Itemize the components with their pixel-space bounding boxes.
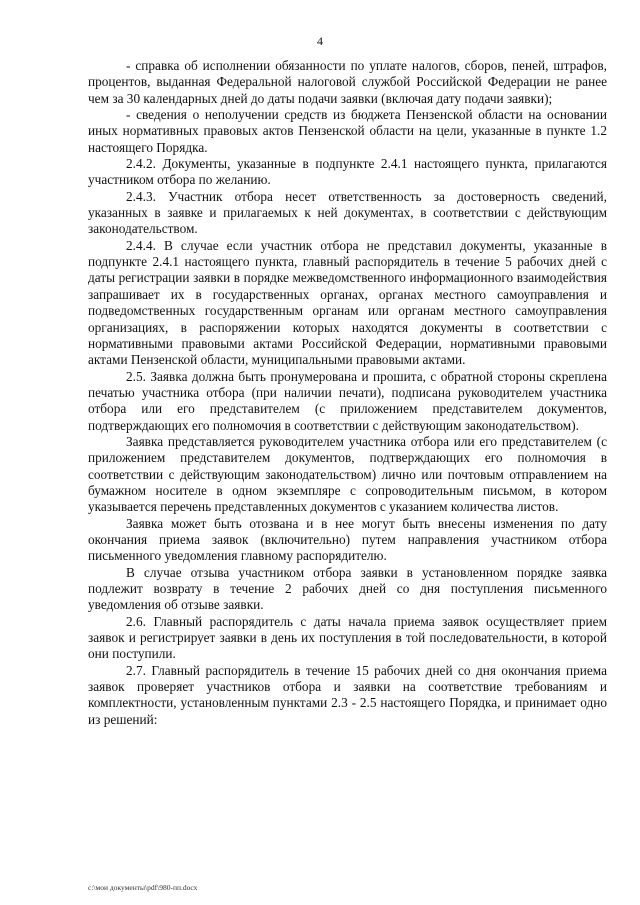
- document-body: [88, 58, 607, 728]
- paragraph-withdrawal-return: В случае отзыва участником отбора заявки в установленном порядке заявка подлежит возврату в течение 2 рабочих дней со дня поступления письменного уведомления об отзыве заявки.: [88, 564, 607, 613]
- paragraph-2-7: 2.7. Главный распорядитель в течение 15 рабочих дней со дня окончания приема заявок проверяет участников отбора и заявки на соответствие требованиям и комплектности, установленным пунктами 2.3 - 2.5 настоящего Порядка, и принимает одно из решений:: [88, 662, 607, 727]
- page-number: 4: [317, 34, 323, 48]
- paragraph-2-4-2: 2.4.2. Документы, указанные в подпункте 2.4.1 настоящего пункта, прилагаются участником отбора по желанию.: [88, 156, 607, 188]
- footer-file-path: c:\мои документы\pdf\980-пп.docx: [88, 883, 198, 892]
- paragraph-2-4-3: 2.4.3. Участник отбора несет ответственность за достоверность сведений, указанных в заявке и прилагаемых к ней документах, в соответствии с действующим законодательством.: [88, 188, 607, 237]
- paragraph-2-4-4: 2.4.4. В случае если участник отбора не представил документы, указанные в подпункте 2.4.1 настоящего пункта, главный распорядитель в течение 5 рабочих дней с даты регистрации заявки в порядке межведомственного информационного взаимодействия запрашивает их в государственных органах, органах местного самоуправления и подведомственных государственным органам или органам местного самоуправления организациях, в распоряжении которых находятся документы в соответствии с нормативными правовыми актами Российской Федерации, нормативными правовыми актами Пензенской области, муниципальными правовыми актами.: [88, 237, 607, 368]
- paragraph-tax-certificate: - справка об исполнении обязанности по уплате налогов, сборов, пеней, штрафов, процентов, выданная Федеральной налоговой службой Российской Федерации не ранее чем за 30 календарных дней до даты подачи заявки (включая дату подачи заявки);: [88, 58, 607, 106]
- paragraph-application-submission: Заявка представляется руководителем участника отбора или его представителем (с приложением представителем документов, подтверждающих его полномочия в соответствии с действующим законодательством) лично или почтовым отправлением на бумажном носителе в одном экземпляре с сопроводительным письмом, в котором указывается перечень представленных документов с указанием количества листов.: [88, 433, 607, 515]
- paragraph-2-6: 2.6. Главный распорядитель с даты начала приема заявок осуществляет прием заявок и регистрирует заявки в день их поступления в той последовательности, в которой они поступили.: [88, 613, 607, 662]
- paragraph-no-funds-info: - сведения о неполучении средств из бюджета Пензенской области на основании иных нормативных правовых актов Пензенской области на цели, указанные в пункте 1.2 настоящего Порядка.: [88, 107, 607, 155]
- paragraph-application-withdrawal: Заявка может быть отозвана и в нее могут быть внесены изменения по дату окончания приема заявок (включительно) путем направления участником отбора письменного уведомления главному распорядителю.: [88, 515, 607, 564]
- paragraph-2-5: 2.5. Заявка должна быть пронумерована и прошита, с обратной стороны скреплена печатью участника отбора (при наличии печати), подписана руководителем участника отбора или его представителем (с приложением представителем документов, подтверждающих его полномочия в соответствии с действующим законодательством).: [88, 368, 607, 433]
